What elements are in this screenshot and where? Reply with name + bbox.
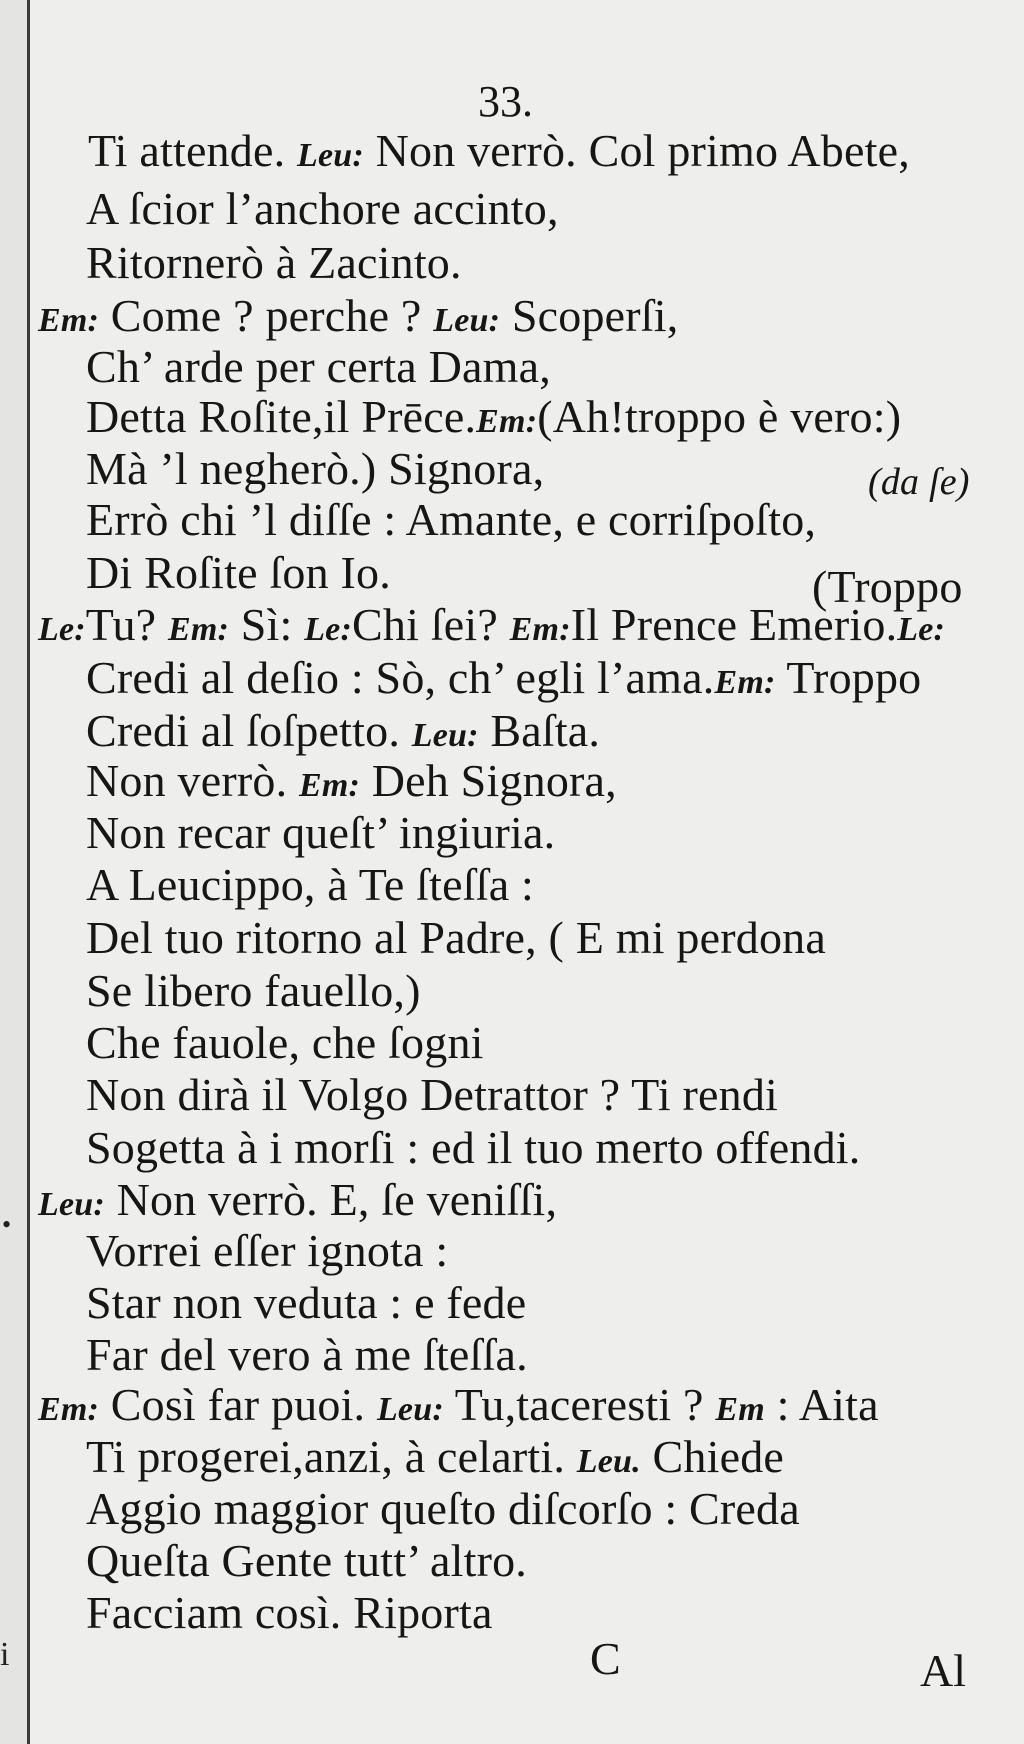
verse-line [38,290,679,341]
verse-line [86,183,559,234]
speaker-label: Leu: [376,1391,444,1428]
verse-text: Ti progerei,anzi, à celarti. [86,1431,577,1482]
verse-text: Chi ſei? [352,599,510,650]
verse-line [86,443,545,494]
verse-text: Baſta. [478,705,601,756]
verse-text: : Aita [764,1379,879,1430]
margin-letter: i [0,1636,10,1673]
verse-line [86,1483,800,1534]
speaker-label: Le: [304,611,352,648]
verse-text: Facciam così. Riporta [86,1587,493,1638]
verse-line [88,125,910,176]
verse-line [86,1535,527,1586]
verse-text: Detta Roſite,il Prēce. [86,391,477,442]
verse-line [86,1329,528,1380]
verse-text: Di Roſite ſon Io. [86,547,391,598]
verse-line [86,859,535,910]
verse-text: Ch’ arde per certa Dama, [86,341,551,392]
verse-line [86,755,617,806]
verse-line [86,494,817,545]
verse-text: Non verrò. [86,755,299,806]
gutter-rule [27,0,30,1744]
verse-text: Chiede [640,1431,785,1482]
verse-text: Star non veduta : e fede [86,1277,527,1328]
verse-text: Tu,taceresti ? [443,1379,716,1430]
verse-text: Che fauole, che ſogni [86,1017,484,1068]
speaker-label: Leu: [38,1186,105,1223]
speaker-label: Em: [714,664,776,701]
verse-text: Se libero fauello,) [86,965,421,1016]
verse-line [38,599,946,650]
verse-text: Tu? [85,599,168,650]
verse-line [86,1277,527,1328]
speaker-label: Leu. [576,1443,641,1480]
verse-text: Non verrò. E, ſe veniſſi, [104,1174,558,1225]
verse-text: Far del vero à me ſteſſa. [86,1329,528,1380]
verse-line [86,965,421,1016]
verse-text: Scoperſi, [500,290,679,341]
verse-text: Troppo [775,652,922,703]
verse-text: Ti attende. [88,125,297,176]
verse-text: A Leucippo, à Te ſteſſa : [86,859,535,910]
aside-da-se: (da ſe) [868,461,970,503]
verse-line [86,807,556,858]
verse-line [86,1431,785,1482]
verse-text: Il Prence Emerio. [570,599,898,650]
verse-text: A ſcior l’anchore accinto, [86,183,559,234]
verse-text: Aggio maggior queſto diſcorſo : Creda [86,1483,800,1534]
verse-line [86,1017,484,1068]
verse-line [86,1587,493,1638]
verse-text: Come ? perche ? [99,290,434,341]
speaker-label: Le: [38,611,86,648]
verse-text: Del tuo ritorno al Padre, ( E mi perdona [86,912,826,963]
verse-line [86,1069,779,1120]
page-number: 33. [478,77,533,126]
verse-line [38,1174,558,1225]
verse-text: Sogetta à i morſi : ed il tuo merto offendi. [86,1122,861,1173]
gutter-shadow [0,0,27,1744]
verse-line [86,547,391,598]
verse-text: Ritornerò à Zacinto. [86,237,462,288]
verse-text: Deh Signora, [360,755,617,806]
speaker-label: Le: [897,611,946,648]
verse-text: Non verrò. Col primo Abete, [363,125,910,176]
verse-text: Non recar queſt’ ingiuria. [86,807,556,858]
verse-line [86,912,826,963]
verse-text: Credi al deſio : Sò, ch’ egli l’ama. [86,652,715,703]
speaker-label: Em: [168,611,230,648]
speaker-label: Em: [298,767,361,804]
verse-line [86,1122,861,1173]
verse-text: Credi al ſoſpetto. [86,705,412,756]
speaker-label: Leu: [433,302,501,339]
verse-text: Vorrei eſſer ignota : [86,1225,449,1276]
speaker-label: Em: [476,403,538,440]
verse-text: Errò chi ’l diſſe : Amante, e corriſpoſto, [86,494,817,545]
verse-line [86,1225,449,1276]
speaker-label: Em: [38,1391,100,1428]
verse-text: Non dirà il Volgo Detrattor ? Ti rendi [86,1069,779,1120]
verse-text: Queſta Gente tutt’ altro. [86,1535,527,1586]
verse-line [86,237,462,288]
verse-text: (Ah!troppo è vero:) [537,391,902,442]
verse-line [86,391,902,442]
speaker-label: Em: [509,611,571,648]
verse-text: Sì: [229,599,305,650]
signature-mark: C [590,1633,621,1684]
margin-bullet: • [2,1210,12,1239]
aside-troppo: (Troppo [812,561,963,612]
verse-line [86,652,922,703]
speaker-label: Em: [38,302,100,339]
verse-text: Mà ’l negherò.) Signora, [86,443,545,494]
verse-text: Così far puoi. [99,1379,377,1430]
verse-line [38,1379,879,1430]
speaker-label: Leu: [296,137,364,174]
catchword: Al [920,1645,966,1696]
verse-line [86,341,551,392]
speaker-label: Leu: [411,717,479,754]
speaker-label: Em [715,1391,765,1428]
verse-line [86,705,601,756]
